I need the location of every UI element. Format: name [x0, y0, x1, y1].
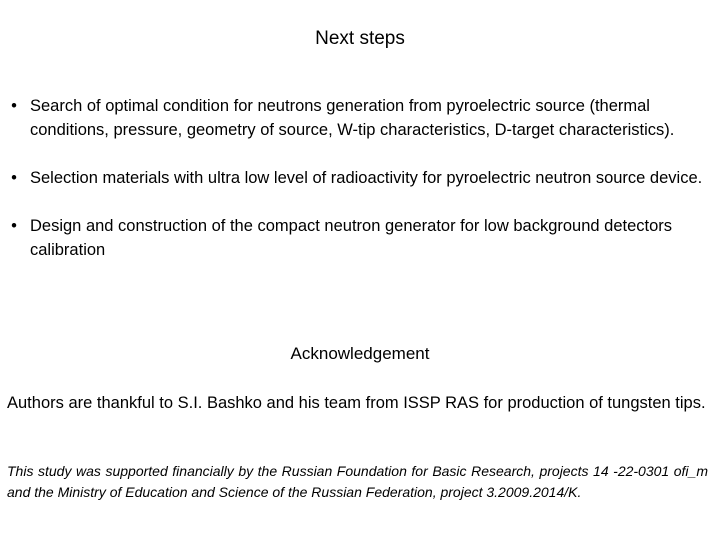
list-item-text: Selection materials with ultra low level of radioactivity for pyroelectric neutron source device. [30, 169, 703, 187]
page-title: Next steps [315, 28, 405, 49]
list-item [7, 94, 713, 142]
list-item-text: Search of optimal condition for neutrons generation from pyroelectric source (thermal conditions, pressure, geometry of source, W-tip characteristics, D-target characteristics). [30, 97, 675, 139]
list-item [7, 166, 713, 190]
funding-statement: This study was supported financially by the Russian Foundation for Basic Research, projects 14 -22-0301 ofi_m and the Ministry of Education and Science of the Russian Federation, project 3.2009.2014/K. [7, 463, 708, 500]
acknowledgement-text: Authors are thankful to S.I. Bashko and his team from ISSP RAS for production of tungsten tips. [7, 394, 706, 412]
acknowledgement-heading: Acknowledgement [290, 344, 430, 363]
next-steps-list [7, 94, 713, 262]
bullet-marker: • [11, 169, 17, 187]
list-item [7, 214, 713, 262]
bullet-marker: • [11, 217, 17, 235]
list-item-text: Design and construction of the compact neutron generator for low background detectors calibration [30, 217, 673, 259]
bullet-marker: • [11, 97, 17, 115]
